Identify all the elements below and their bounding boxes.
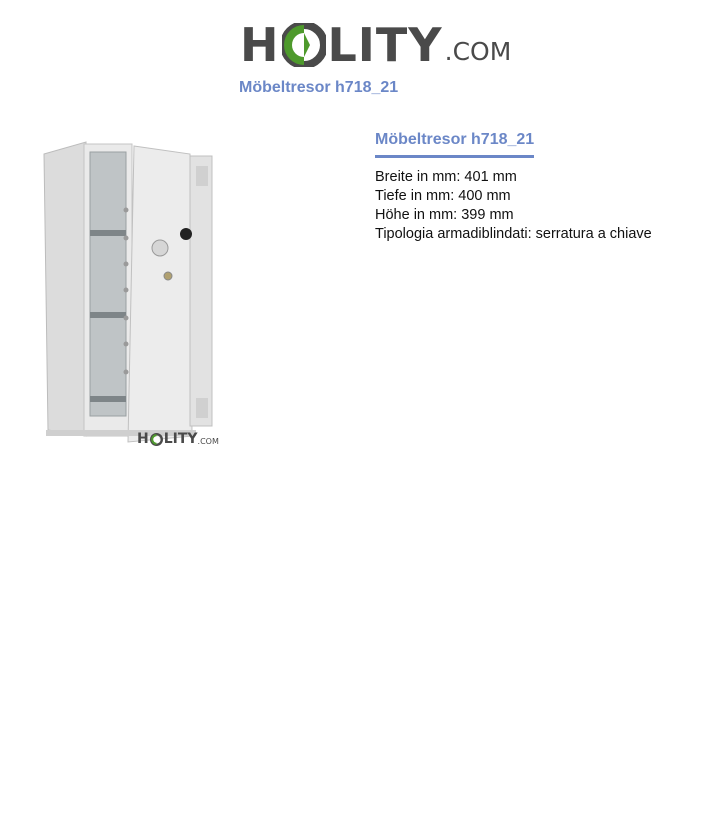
watermark-suffix: .COM (197, 437, 219, 446)
spec-type: Tipologia armadiblindati: serratura a chiave (375, 226, 652, 242)
product-image (38, 136, 222, 454)
watermark-o-icon (150, 433, 163, 446)
product-title: Möbeltresor h718_21 (375, 131, 534, 158)
page-title: Möbeltresor h718_21 (239, 79, 399, 96)
image-watermark (137, 431, 219, 447)
spec-height: Höhe in mm: 399 mm (375, 207, 514, 223)
spec-list (375, 168, 652, 244)
logo-letters-rest: LITY (327, 18, 443, 72)
watermark-wordmark (137, 431, 198, 447)
logo-letter-h: H (240, 18, 280, 72)
logo-suffix: .COM (444, 37, 512, 66)
logo-wordmark (240, 18, 443, 72)
spec-depth: Tiefe in mm: 400 mm (375, 188, 511, 204)
logo-o-icon (282, 23, 326, 67)
watermark-letters-rest: LITY (163, 431, 198, 447)
product-info (375, 131, 652, 244)
watermark-letter-h: H (137, 431, 149, 447)
spec-width: Breite in mm: 401 mm (375, 169, 517, 185)
site-logo[interactable] (240, 12, 512, 72)
